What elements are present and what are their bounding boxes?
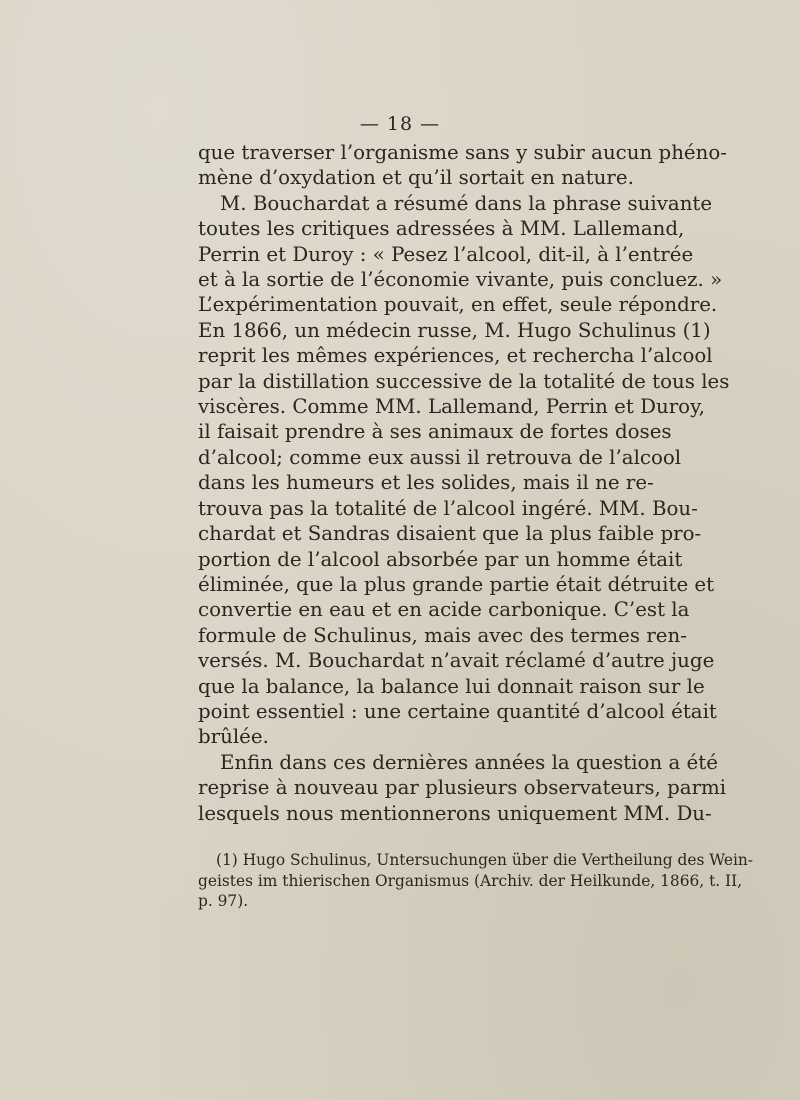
- text-line: reprise à nouveau par plusieurs observateurs, parmi: [198, 776, 727, 800]
- text-line: M. Bouchardat a résumé dans la phrase suivante: [220, 191, 713, 215]
- text-line: convertie en eau et en acide carbonique. C’est la: [198, 598, 690, 622]
- text-line: que traverser l’organisme sans y subir aucun phéno-: [198, 141, 727, 164]
- text-line: reprit les mêmes expériences, et rechercha l’alcool: [198, 344, 713, 368]
- text-line: il faisait prendre à ses animaux de fortes doses: [198, 420, 672, 444]
- body-text: [198, 140, 730, 826]
- text-line: Enfin dans ces dernières années la question a été: [220, 750, 718, 774]
- text-line: dans les humeurs et les solides, mais il ne re-: [198, 471, 654, 495]
- text-line: chardat et Sandras disaient que la plus faible pro-: [198, 522, 702, 546]
- text-line: point essentiel : une certaine quantité d’alcool était: [198, 699, 717, 723]
- page-number: — 18 —: [359, 113, 441, 135]
- footnote-line: (1) Hugo Schulinus, Untersuchungen über die Vertheilung des Wein-: [216, 851, 753, 869]
- text-line: formule de Schulinus, mais avec des termes ren-: [198, 623, 687, 647]
- text-line: lesquels nous mentionnerons uniquement MM. Du-: [198, 801, 712, 825]
- footnote: [198, 850, 753, 912]
- text-line: portion de l’alcool absorbée par un homme était: [198, 547, 683, 571]
- text-line: que la balance, la balance lui donnait raison sur le: [198, 674, 705, 698]
- text-line: mène d’oxydation et qu’il sortait en nature.: [198, 166, 634, 190]
- text-line: par la distillation successive de la totalité de tous les: [198, 369, 730, 393]
- text-line: viscères. Comme MM. Lallemand, Perrin et Duroy,: [198, 395, 705, 419]
- text-line: d’alcool; comme eux aussi il retrouva de l’alcool: [198, 445, 682, 469]
- text-line: versés. M. Bouchardat n’avait réclamé d’autre juge: [198, 649, 715, 673]
- text-line: L’expérimentation pouvait, en effet, seule répondre.: [198, 293, 718, 317]
- footnote-line: geistes im thierischen Organismus (Archiv. der Heilkunde, 1866, t. II,: [198, 871, 743, 890]
- text-line: brûlée.: [198, 725, 269, 749]
- text-line: toutes les critiques adressées à MM. Lallemand,: [198, 217, 685, 241]
- text-line: et à la sortie de l’économie vivante, puis concluez. »: [198, 268, 723, 292]
- text-line: trouva pas la totalité de l’alcool ingéré. MM. Bou-: [198, 496, 698, 520]
- text-line: éliminée, que la plus grande partie était détruite et: [198, 572, 715, 596]
- text-line: Perrin et Duroy : « Pesez l’alcool, dit-il, à l’entrée: [198, 242, 694, 266]
- text-line: En 1866, un médecin russe, M. Hugo Schulinus (1): [198, 318, 711, 342]
- footnote-line: p. 97).: [198, 892, 249, 910]
